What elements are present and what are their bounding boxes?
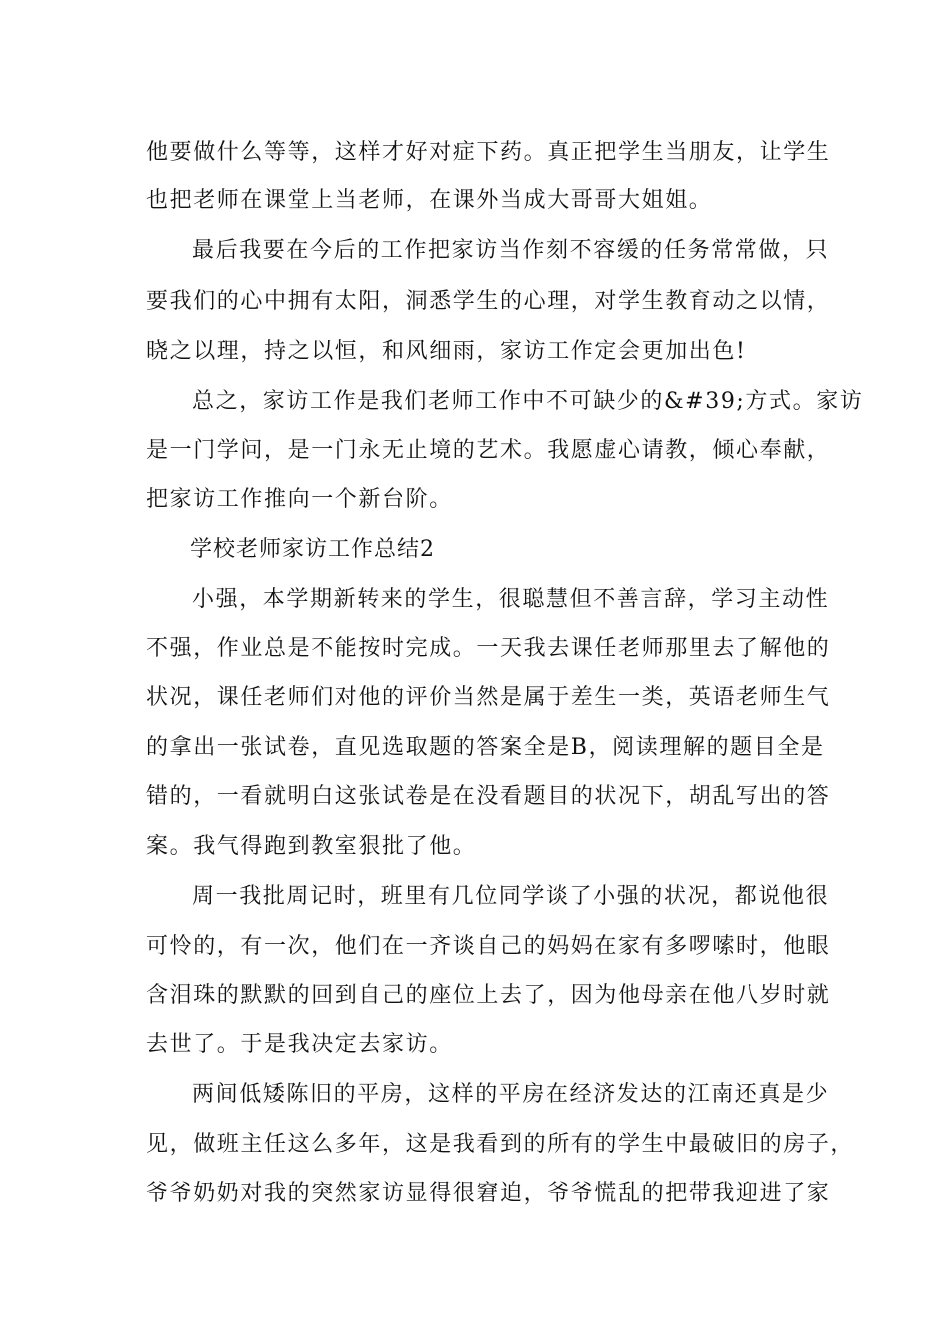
paragraph-line: 不强，作业总是不能按时完成。一天我去课任老师那里去了解他的 <box>146 636 831 661</box>
paragraph-line: 晓之以理，持之以恒，和风细雨，家访工作定会更加出色! <box>146 339 747 364</box>
paragraph-line: 是一门学问，是一门永无止境的艺术。我愿虚心请教，倾心奉献， <box>146 438 831 463</box>
paragraph-line: 也把老师在课堂上当老师，在课外当成大哥哥大姐姐。 <box>146 188 713 213</box>
paragraph-line: 案。我气得跑到教室狠批了他。 <box>146 834 477 859</box>
section-heading: 学校老师家访工作总结2 <box>190 537 435 562</box>
paragraph-line: 把家访工作推向一个新台阶。 <box>146 487 453 512</box>
paragraph-line: 错的，一看就明白这张试卷是在没看题目的状况下，胡乱写出的答 <box>146 784 831 809</box>
paragraph-line: 要我们的心中拥有太阳，洞悉学生的心理，对学生教育动之以情， <box>146 289 831 314</box>
paragraph-line: 爷爷奶奶对我的突然家访显得很窘迫，爷爷慌乱的把带我迎进了家 <box>146 1181 831 1206</box>
paragraph-line: 状况，课任老师们对他的评价当然是属于差生一类，英语老师生气 <box>146 685 831 710</box>
paragraph-line: 可怜的，有一次，他们在一齐谈自己的妈妈在家有多啰嗦时，他眼 <box>146 934 831 959</box>
paragraph-line: 含泪珠的默默的回到自己的座位上去了，因为他母亲在他八岁时就 <box>146 983 831 1008</box>
paragraph-line: 他要做什么等等，这样才好对症下药。真正把学生当朋友，让学生 <box>146 140 831 165</box>
paragraph-line: 见，做班主任这么多年，这是我看到的所有的学生中最破旧的房子， <box>146 1132 855 1157</box>
paragraph-line: 两间低矮陈旧的平房，这样的平房在经济发达的江南还真是少 <box>192 1082 830 1107</box>
paragraph-line: 的拿出一张试卷，直见选取题的答案全是B，阅读理解的题目全是 <box>146 735 825 760</box>
paragraph-line: 总之，家访工作是我们老师工作中不可缺少的&#39;方式。家访 <box>192 389 864 414</box>
paragraph-line: 周一我批周记时，班里有几位同学谈了小强的状况，都说他很 <box>192 884 830 909</box>
paragraph-line: 小强，本学期新转来的学生，很聪慧但不善言辞，学习主动性 <box>192 587 830 612</box>
paragraph-line: 最后我要在今后的工作把家访当作刻不容缓的任务常常做，只 <box>192 238 830 263</box>
paragraph-line: 去世了。于是我决定去家访。 <box>146 1032 453 1057</box>
